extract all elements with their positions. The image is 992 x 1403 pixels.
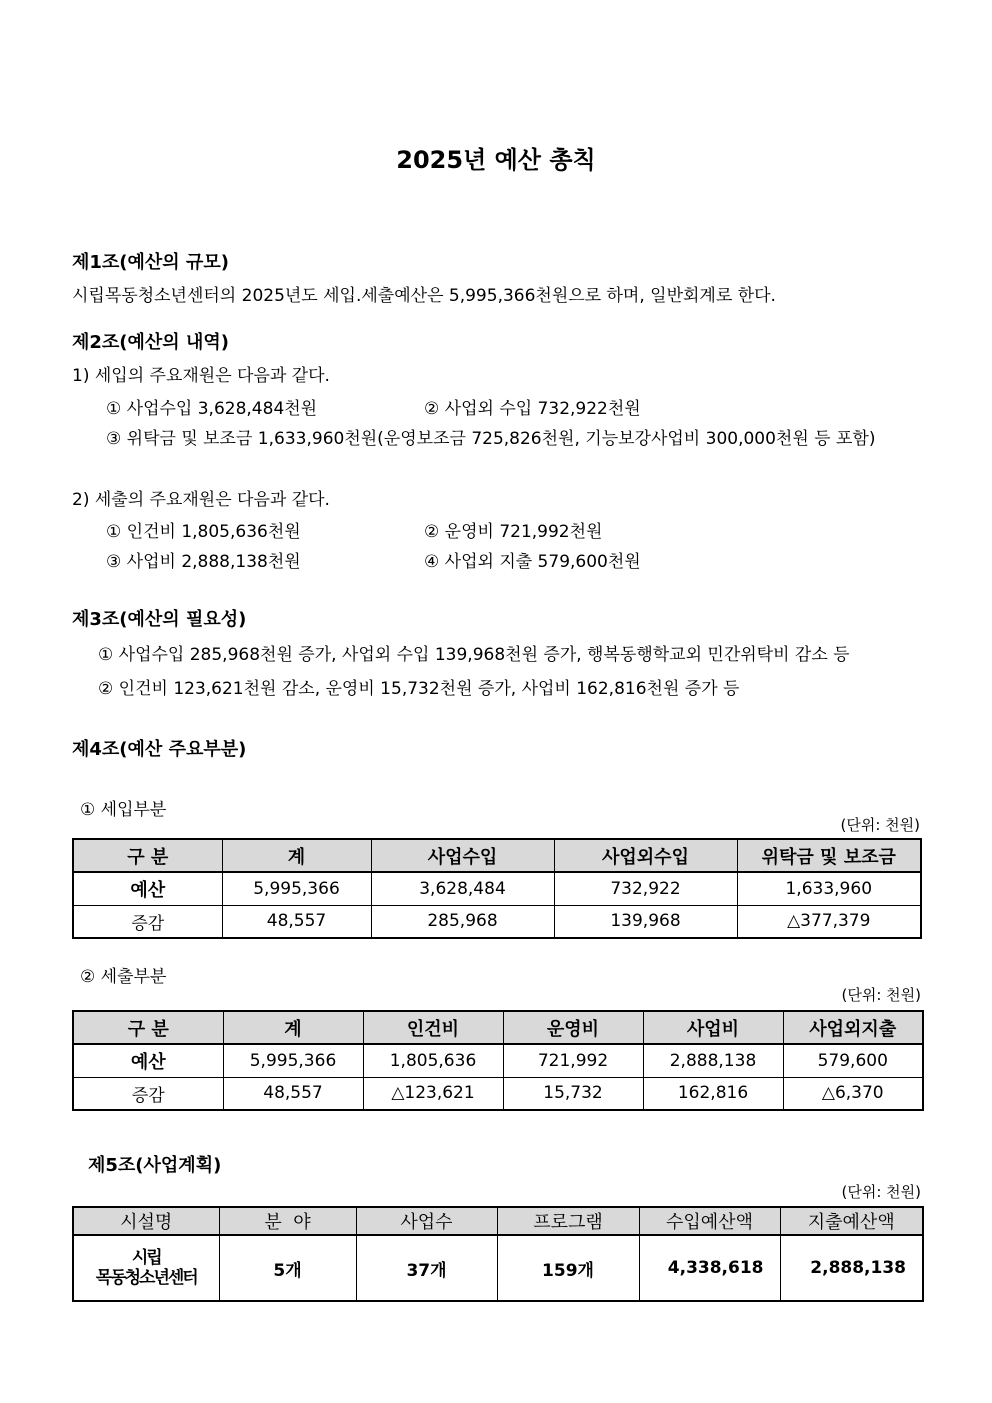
- column-header: 분 야: [219, 1207, 356, 1235]
- column-header: 사업비: [643, 1011, 783, 1044]
- table-row: [73, 905, 921, 938]
- expense-intro: 2) 세출의 주요재원은 다음과 같다.: [72, 490, 330, 510]
- column-header: 계: [222, 839, 371, 872]
- cell: 579,600: [783, 1044, 923, 1077]
- expense-item: ② 운영비 721,992천원: [424, 522, 603, 542]
- row-label: 예산: [73, 872, 222, 905]
- cell: 5,995,366: [223, 1044, 363, 1077]
- cell: 2,888,138: [780, 1235, 923, 1301]
- business-plan-table: [72, 1206, 924, 1302]
- cell: 15,732: [503, 1077, 643, 1110]
- cell: 721,992: [503, 1044, 643, 1077]
- column-header: 프로그램: [497, 1207, 639, 1235]
- expense-section-label: ② 세출부분: [80, 967, 167, 987]
- cell: 5,995,366: [222, 872, 371, 905]
- facility-name-line2: 목동청소년센터: [95, 1268, 197, 1288]
- article-2-heading: 제2조(예산의 내역): [72, 332, 229, 353]
- column-header: 구 분: [73, 839, 222, 872]
- article-1-text: 시립목동청소년센터의 2025년도 세입.세출예산은 5,995,366천원으로 하며, 일반회계로 한다.: [72, 286, 776, 306]
- cell: 139,968: [554, 905, 737, 938]
- column-header: 시설명: [73, 1207, 219, 1235]
- revenue-item: ③ 위탁금 및 보조금 1,633,960천원(운영보조금 725,826천원, 기능보강사업비 300,000천원 등 포함): [106, 429, 876, 449]
- table-row: [73, 872, 921, 905]
- cell: 732,922: [554, 872, 737, 905]
- revenue-item: ① 사업수입 3,628,484천원: [106, 399, 318, 419]
- cell: 162,816: [643, 1077, 783, 1110]
- column-header: 인건비: [363, 1011, 503, 1044]
- page-title: 2025년 예산 총칙: [396, 146, 596, 174]
- expense-item: ① 인건비 1,805,636천원: [106, 522, 301, 542]
- column-header: 위탁금 및 보조금: [737, 839, 921, 872]
- revenue-table: [72, 838, 922, 939]
- cell: 4,338,618: [639, 1235, 780, 1301]
- revenue-intro: 1) 세입의 주요재원은 다음과 같다.: [72, 366, 330, 386]
- column-header: 사업수입: [371, 839, 554, 872]
- article-5-heading: 제5조(사업계획): [88, 1155, 222, 1176]
- cell: 159개: [497, 1235, 639, 1301]
- cell: △123,621: [363, 1077, 503, 1110]
- cell: 1,805,636: [363, 1044, 503, 1077]
- column-header: 계: [223, 1011, 363, 1044]
- necessity-item: ① 사업수입 285,968천원 증가, 사업외 수입 139,968천원 증가, 행복동행학교외 민간위탁비 감소 등: [98, 645, 850, 665]
- column-header: 사업외수입: [554, 839, 737, 872]
- column-header: 사업외지출: [783, 1011, 923, 1044]
- expense-item: ④ 사업외 지출 579,600천원: [424, 552, 641, 572]
- column-header: 운영비: [503, 1011, 643, 1044]
- revenue-section-label: ① 세입부분: [80, 800, 167, 820]
- article-1-heading: 제1조(예산의 규모): [72, 252, 229, 273]
- cell: 48,557: [223, 1077, 363, 1110]
- cell: 1,633,960: [737, 872, 921, 905]
- table-row: [73, 1044, 923, 1077]
- cell: 5개: [219, 1235, 356, 1301]
- cell: 285,968: [371, 905, 554, 938]
- unit-label: (단위: 천원): [841, 986, 921, 1004]
- cell: 3,628,484: [371, 872, 554, 905]
- cell: 2,888,138: [643, 1044, 783, 1077]
- article-3-heading: 제3조(예산의 필요성): [72, 609, 247, 630]
- column-header: 수입예산액: [639, 1207, 780, 1235]
- column-header: 지출예산액: [780, 1207, 923, 1235]
- cell: 37개: [356, 1235, 497, 1301]
- row-label: 예산: [73, 1044, 223, 1077]
- facility-name: [73, 1235, 219, 1301]
- table-row: [73, 1077, 923, 1110]
- revenue-item: ② 사업외 수입 732,922천원: [424, 399, 641, 419]
- article-4-heading: 제4조(예산 주요부분): [72, 739, 247, 760]
- cell: 48,557: [222, 905, 371, 938]
- facility-name-line1: 시립: [131, 1248, 161, 1268]
- necessity-item: ② 인건비 123,621천원 감소, 운영비 15,732천원 증가, 사업비 162,816천원 증가 등: [98, 679, 740, 699]
- expense-item: ③ 사업비 2,888,138천원: [106, 552, 301, 572]
- column-header: 구 분: [73, 1011, 223, 1044]
- expense-table: [72, 1010, 924, 1111]
- unit-label: (단위: 천원): [840, 816, 920, 834]
- cell: △6,370: [783, 1077, 923, 1110]
- cell: △377,379: [737, 905, 921, 938]
- table-row: [73, 1235, 923, 1301]
- unit-label: (단위: 천원): [841, 1183, 921, 1201]
- row-label: 증감: [73, 905, 222, 938]
- row-label: 증감: [73, 1077, 223, 1110]
- column-header: 사업수: [356, 1207, 497, 1235]
